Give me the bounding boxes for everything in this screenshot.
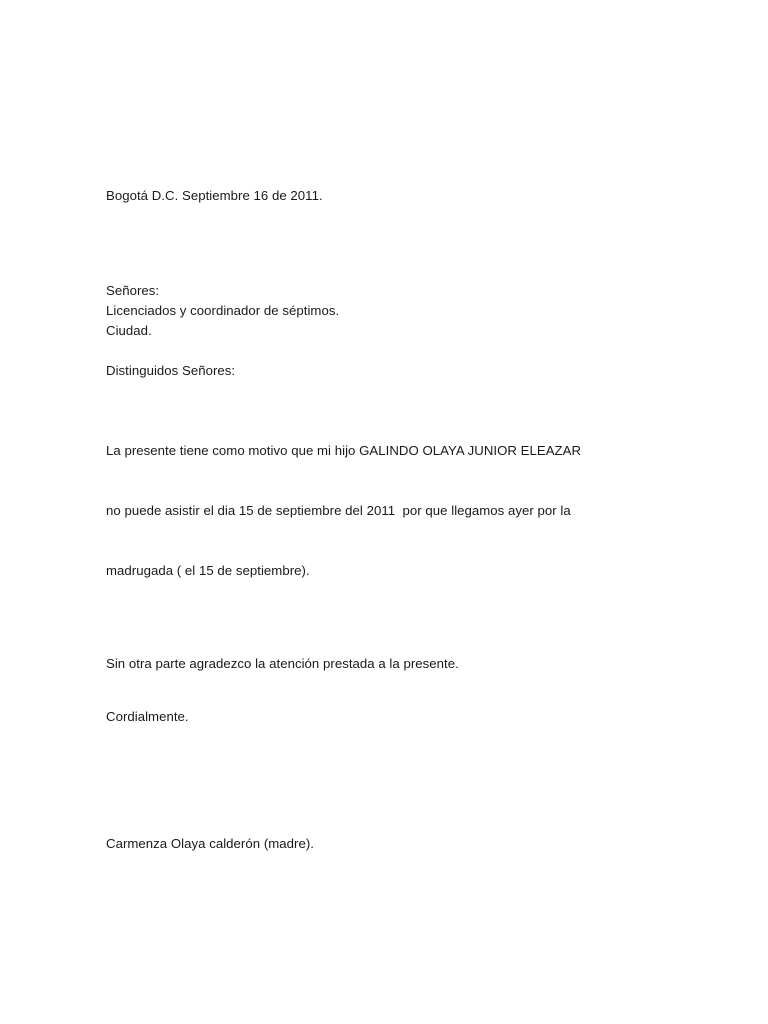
body-paragraph [106, 401, 662, 621]
thanks-block [106, 654, 666, 674]
body-line-1: La presente tiene como motivo que mi hijo GALINDO OLAYA JUNIOR ELEAZAR [106, 443, 582, 458]
salutation-line: Distinguidos Señores: [106, 363, 236, 378]
signature-name: Carmenza Olaya calderón (madre). [106, 836, 314, 851]
salutation-block [106, 361, 666, 381]
closing-block [106, 707, 666, 727]
thanks-line: Sin otra parte agradezco la atención prestada a la presente. [106, 656, 459, 671]
addressee-block [106, 281, 666, 341]
addressee-line-1: Señores: [106, 283, 160, 298]
addressee-line-3: Ciudad. [106, 323, 152, 338]
date-block [106, 186, 666, 206]
date-line: Bogotá D.C. Septiembre 16 de 2011. [106, 188, 323, 203]
signature-block [106, 834, 666, 854]
letter-body [106, 186, 666, 854]
addressee-line-2: Licenciados y coordinador de séptimos. [106, 303, 340, 318]
body-line-3: madrugada ( el 15 de septiembre). [106, 563, 310, 578]
body-line-2: no puede asistir el dia 15 de septiembre del 2011 por que llegamos ayer por la [106, 503, 571, 518]
closing-line: Cordialmente. [106, 709, 189, 724]
